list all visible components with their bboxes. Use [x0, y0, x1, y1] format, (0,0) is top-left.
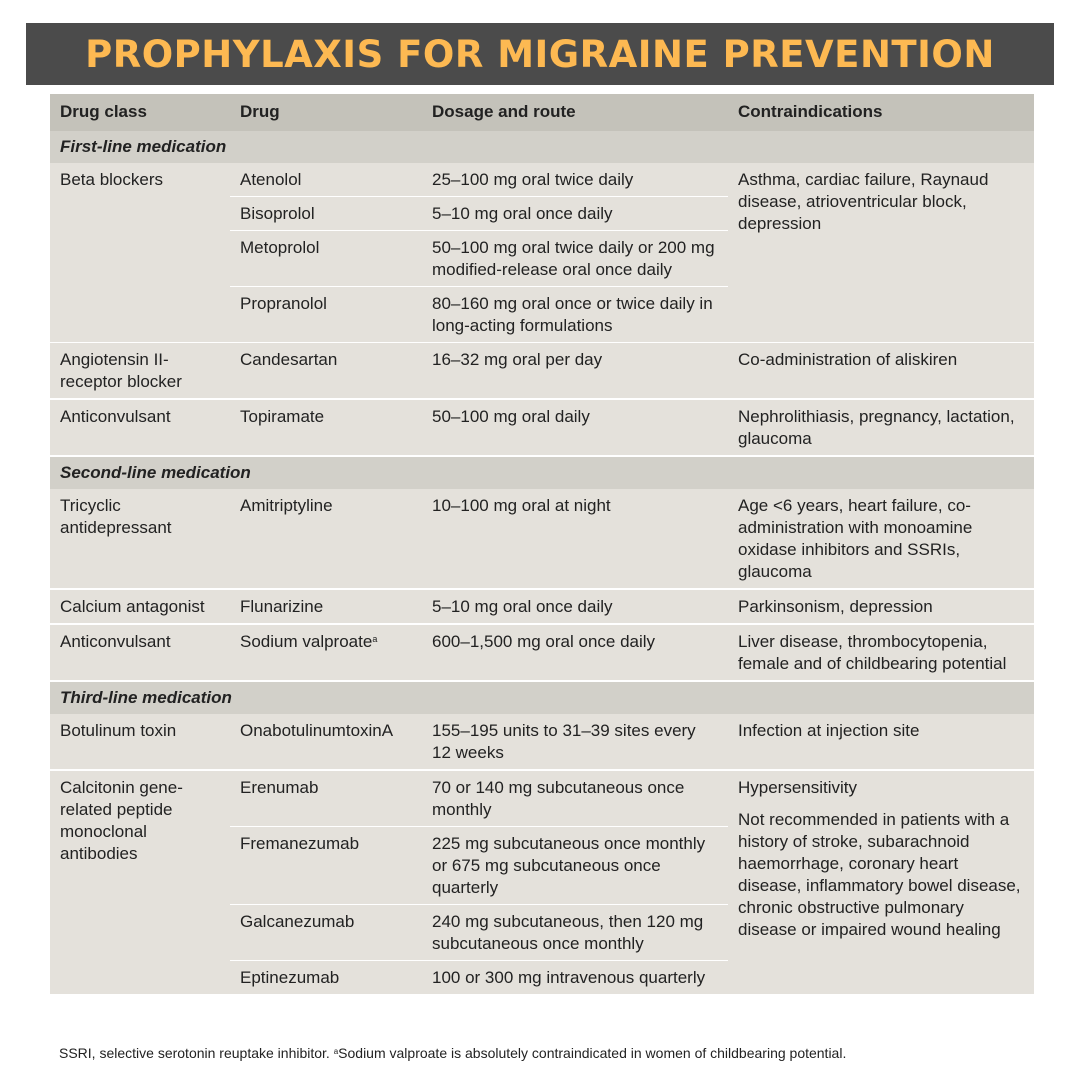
drug-cell: Galcanezumab: [230, 905, 422, 961]
dosage-cell: 240 mg subcutaneous, then 120 mg subcutaneous once monthly: [422, 905, 728, 961]
table-row: [50, 624, 1034, 681]
drug-cell: Topiramate: [230, 399, 422, 456]
contraindications-cell: Nephrolithiasis, pregnancy, lactation, glaucoma: [728, 399, 1034, 456]
dosage-cell: 100 or 300 mg intravenous quarterly: [422, 961, 728, 995]
drug-cell: Amitriptyline: [230, 489, 422, 589]
drug-class-cell: Calcitonin gene-related peptide monoclonal antibodies: [50, 770, 230, 994]
header-dosage-route: Dosage and route: [422, 94, 728, 131]
drug-class-cell: Anticonvulsant: [50, 399, 230, 456]
contraindications-cell: [728, 770, 1034, 994]
drug-class-cell: Beta blockers: [50, 163, 230, 343]
drug-cell: Flunarizine: [230, 589, 422, 624]
footnote-abbreviation: SSRI, selective serotonin reuptake inhibitor.: [59, 1045, 334, 1061]
dosage-cell: 10–100 mg oral at night: [422, 489, 728, 589]
contraindications-cell: Infection at injection site: [728, 714, 1034, 770]
footnote-marker: a: [372, 634, 378, 644]
header-contraindications: Contraindications: [728, 94, 1034, 131]
footnote-marker: a: [333, 1047, 339, 1056]
dosage-cell: 5–10 mg oral once daily: [422, 589, 728, 624]
contraindications-cell: Co-administration of aliskiren: [728, 343, 1034, 400]
drug-class-cell: Botulinum toxin: [50, 714, 230, 770]
table-row: [50, 399, 1034, 456]
page-title: PROPHYLAXIS FOR MIGRAINE PREVENTION: [85, 32, 995, 76]
drug-cell: Propranolol: [230, 287, 422, 343]
drug-class-cell: Angiotensin II-receptor blocker: [50, 343, 230, 400]
dosage-cell: 25–100 mg oral twice daily: [422, 163, 728, 197]
table-row: [50, 489, 1034, 589]
table-row: [50, 343, 1034, 400]
drug-class-cell: Calcium antagonist: [50, 589, 230, 624]
footnote-note: Sodium valproate is absolutely contraindicated in women of childbearing potential.: [338, 1045, 847, 1061]
dosage-cell: 225 mg subcutaneous once monthly or 675 mg subcutaneous once quarterly: [422, 827, 728, 905]
title-banner: [26, 23, 1054, 85]
table-row: [50, 163, 1034, 197]
section-row-first-line: [50, 131, 1034, 163]
drug-cell: Bisoprolol: [230, 197, 422, 231]
contraindications-cell: Parkinsonism, depression: [728, 589, 1034, 624]
prophylaxis-table: [50, 94, 1034, 994]
drug-cell: Atenolol: [230, 163, 422, 197]
contraindication-text: Hypersensitivity: [738, 778, 858, 797]
dosage-cell: 50–100 mg oral daily: [422, 399, 728, 456]
header-drug: Drug: [230, 94, 422, 131]
footnote: [59, 1044, 1059, 1062]
table-header-row: [50, 94, 1034, 131]
table-row: [50, 770, 1034, 827]
dosage-cell: 155–195 units to 31–39 sites every 12 weeks: [422, 714, 728, 770]
drug-cell: [230, 624, 422, 681]
section-title-third-line: Third-line medication: [50, 681, 1034, 714]
dosage-cell: 80–160 mg oral once or twice daily in long-acting formulations: [422, 287, 728, 343]
dosage-cell: 16–32 mg oral per day: [422, 343, 728, 400]
contraindication-text: Not recommended in patients with a history of stroke, subarachnoid haemorrhage, coronary heart disease, inflammatory bowel disease, chronic obstructive pulmonary disease or impaired wound healing: [738, 810, 1021, 939]
section-title-first-line: First-line medication: [50, 131, 1034, 163]
drug-cell: Metoprolol: [230, 231, 422, 287]
table-row: [50, 589, 1034, 624]
drug-cell: Erenumab: [230, 770, 422, 827]
drug-class-cell: Anticonvulsant: [50, 624, 230, 681]
drug-cell: Fremanezumab: [230, 827, 422, 905]
drug-class-cell: Tricyclic antidepressant: [50, 489, 230, 589]
contraindications-cell: Liver disease, thrombocytopenia, female and of childbearing potential: [728, 624, 1034, 681]
prophylaxis-table-container: [50, 94, 1034, 994]
header-drug-class: Drug class: [50, 94, 230, 131]
dosage-cell: 600–1,500 mg oral once daily: [422, 624, 728, 681]
section-row-second-line: [50, 456, 1034, 489]
drug-cell: Eptinezumab: [230, 961, 422, 995]
dosage-cell: 70 or 140 mg subcutaneous once monthly: [422, 770, 728, 827]
contraindications-cell: Asthma, cardiac failure, Raynaud disease, atrioventricular block, depression: [728, 163, 1034, 343]
section-row-third-line: [50, 681, 1034, 714]
table-row: [50, 714, 1034, 770]
drug-name: Sodium valproate: [240, 632, 373, 651]
section-title-second-line: Second-line medication: [50, 456, 1034, 489]
dosage-cell: 5–10 mg oral once daily: [422, 197, 728, 231]
contraindications-cell: Age <6 years, heart failure, co-administration with monoamine oxidase inhibitors and SSRIs, glaucoma: [728, 489, 1034, 589]
dosage-cell: 50–100 mg oral twice daily or 200 mg modified-release oral once daily: [422, 231, 728, 287]
drug-cell: Candesartan: [230, 343, 422, 400]
drug-cell: OnabotulinumtoxinA: [230, 714, 422, 770]
